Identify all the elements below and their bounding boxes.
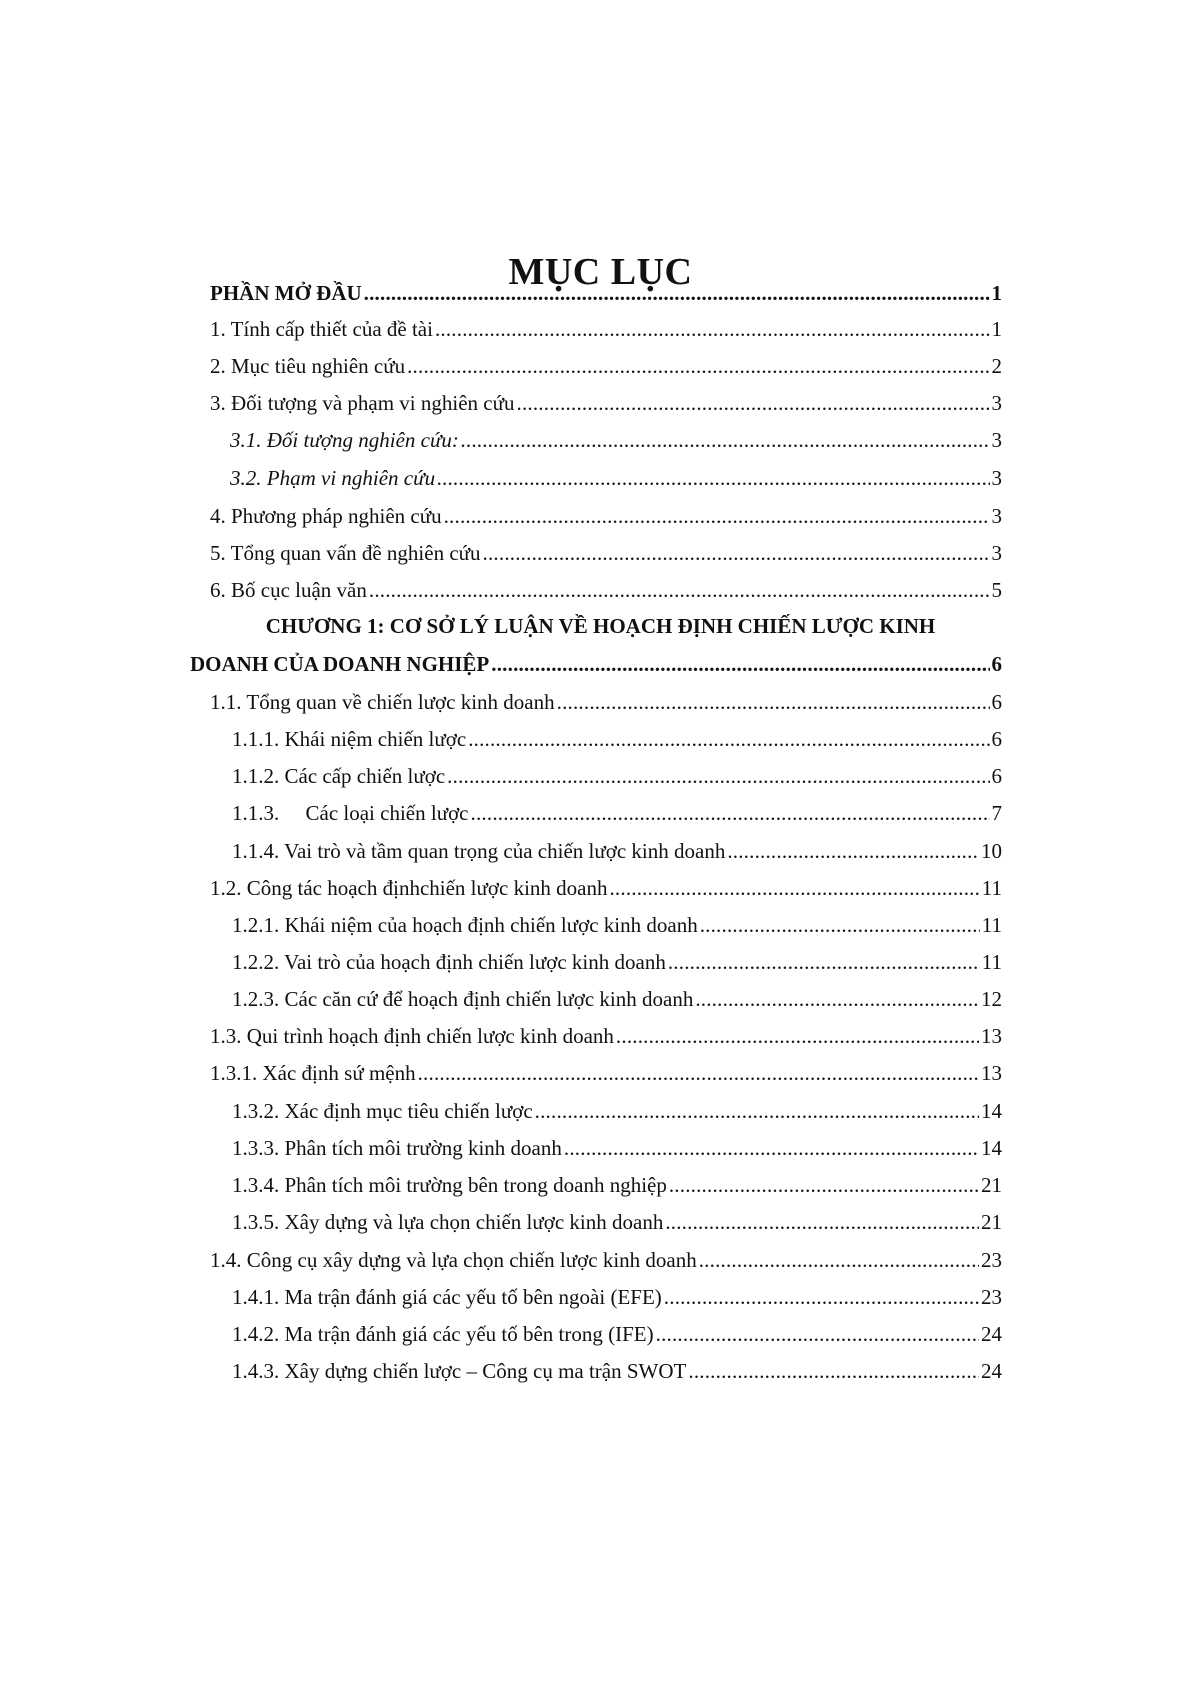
toc-leader-dots [435, 315, 990, 343]
toc-entry-page: 6 [991, 727, 1002, 751]
toc-leader-dots [656, 1320, 979, 1348]
toc-entry-label: DOANH CỦA DOANH NGHIỆP [190, 652, 490, 676]
toc-entry-label: 1.3.4. Phân tích môi trường bên trong doanh nghiệp [232, 1173, 667, 1197]
toc-entry-page: 24 [981, 1322, 1002, 1346]
toc-entry-label: 1.1. Tổng quan về chiến lược kinh doanh [210, 690, 555, 714]
toc-leader-dots [437, 464, 989, 492]
toc-leader-dots [616, 1022, 979, 1050]
toc-entry [210, 1246, 1002, 1274]
toc-leader-dots [727, 837, 979, 865]
toc-entry-label: 1.4. Công cụ xây dựng và lựa chọn chiến lược kinh doanh [210, 1248, 697, 1272]
toc-leader-dots [695, 985, 979, 1013]
toc-entry [210, 352, 1002, 380]
toc-entry [232, 1171, 1002, 1199]
toc-entry-page: 3 [991, 466, 1002, 490]
toc-entry [232, 762, 1002, 790]
toc-leader-dots [444, 502, 990, 530]
toc-entry [232, 1357, 1002, 1385]
toc-entry [232, 1097, 1002, 1125]
toc-leader-dots [517, 389, 990, 417]
toc-entry [232, 799, 1002, 827]
toc-entry [210, 389, 1002, 417]
toc-entry-page: 3 [991, 391, 1002, 415]
toc-entry-label: 1.3.2. Xác định mục tiêu chiến lược [232, 1099, 533, 1123]
toc-entry-page: 10 [981, 839, 1002, 863]
toc-leader-dots [407, 352, 989, 380]
toc-leader-dots [700, 911, 980, 939]
toc-leader-dots [471, 799, 990, 827]
toc-entry [230, 464, 1002, 492]
toc-entry-label: 1.3.3. Phân tích môi trường kinh doanh [232, 1136, 562, 1160]
toc-entry [230, 426, 1002, 454]
toc-entry [232, 1283, 1002, 1311]
toc-entry [210, 539, 1002, 567]
toc-entry-page: 21 [981, 1210, 1002, 1234]
toc-entry-label: PHẦN MỞ ĐẦU [210, 281, 362, 305]
toc-entry [210, 688, 1002, 716]
toc-entry-page: 21 [981, 1173, 1002, 1197]
toc-entry-page: 6 [991, 690, 1002, 714]
toc-entry-label: 5. Tổng quan vấn đề nghiên cứu [210, 541, 481, 565]
toc-entry-label: 1.1.4. Vai trò và tầm quan trọng của chiến lược kinh doanh [232, 839, 726, 863]
toc-leader-dots [564, 1134, 979, 1162]
toc-entry-page: 7 [991, 801, 1002, 825]
toc-entry-page: 2 [991, 354, 1002, 378]
toc-entry-label: 1.3.5. Xây dựng và lựa chọn chiến lược kinh doanh [232, 1210, 664, 1234]
toc-entry-page: 14 [981, 1099, 1002, 1123]
toc-entry-page: 11 [981, 913, 1002, 937]
toc-entry [232, 1208, 1002, 1236]
toc-entry-page: 11 [981, 876, 1002, 900]
toc-entry-label: 3.1. Đối tượng nghiên cứu: [230, 428, 459, 452]
toc-leader-dots [369, 576, 990, 604]
toc-entry-page: 1 [991, 281, 1002, 305]
toc-entry-page: 3 [991, 504, 1002, 528]
toc-entry [232, 948, 1002, 976]
toc-entry-page: 13 [981, 1061, 1002, 1085]
toc-entry-label: 3. Đối tượng và phạm vi nghiên cứu [210, 391, 515, 415]
toc-entry-page: 3 [991, 428, 1002, 452]
toc-entry [232, 725, 1002, 753]
toc-leader-dots [447, 762, 989, 790]
toc-entry-page: 23 [981, 1248, 1002, 1272]
toc-entry-label: 1.2.2. Vai trò của hoạch định chiến lược kinh doanh [232, 950, 666, 974]
toc-entry-page: 14 [981, 1136, 1002, 1160]
toc-leader-dots [665, 1208, 979, 1236]
toc-entry-page: 12 [981, 987, 1002, 1011]
toc-leader-dots [468, 725, 989, 753]
toc-entry-label: 1.2.1. Khái niệm của hoạch định chiến lược kinh doanh [232, 913, 698, 937]
toc-entry-label: 2. Mục tiêu nghiên cứu [210, 354, 406, 378]
toc-entry-page: 24 [981, 1359, 1002, 1383]
toc-entry [210, 315, 1002, 343]
toc-entry-chapter [190, 650, 1002, 678]
toc-entry [210, 1059, 1002, 1087]
toc-entry [210, 576, 1002, 604]
toc-entry-label: 1.3. Qui trình hoạch định chiến lược kinh doanh [210, 1024, 614, 1048]
toc-leader-dots [535, 1097, 979, 1125]
toc-leader-dots [418, 1059, 979, 1087]
toc-entry-label: 1.4.1. Ma trận đánh giá các yếu tố bên ngoài (EFE) [232, 1285, 662, 1309]
toc-entry-label: 6. Bố cục luận văn [210, 578, 367, 602]
page-title: MỤC LỤC [508, 251, 693, 293]
toc-entry [232, 1134, 1002, 1162]
toc-entry [232, 985, 1002, 1013]
toc-entry [210, 279, 1002, 307]
toc-entry-label: 1.2. Công tác hoạch địnhchiến lược kinh doanh [210, 876, 608, 900]
toc-entry-label: 1.3.1. Xác định sứ mệnh [210, 1061, 416, 1085]
toc-leader-dots [364, 279, 990, 307]
toc-entry-label: 1.2.3. Các căn cứ để hoạch định chiến lược kinh doanh [232, 987, 694, 1011]
toc-leader-dots [669, 1171, 979, 1199]
toc-entry [210, 502, 1002, 530]
toc-entry [232, 837, 1002, 865]
toc-entry [210, 1022, 1002, 1050]
toc-entry-label: 1.4.2. Ma trận đánh giá các yếu tố bên trong (IFE) [232, 1322, 654, 1346]
toc-leader-dots [557, 688, 990, 716]
toc-entry-label: 1.4.3. Xây dựng chiến lược – Công cụ ma trận SWOT [232, 1359, 687, 1383]
toc-entry-page: 13 [981, 1024, 1002, 1048]
toc-leader-dots [688, 1357, 979, 1385]
toc-entry-label: 1. Tính cấp thiết của đề tài [210, 317, 433, 341]
toc-entry-page: 6 [991, 652, 1002, 676]
toc-entry [232, 1320, 1002, 1348]
toc-entry-page: 5 [991, 578, 1002, 602]
toc-entry-page: 1 [991, 317, 1002, 341]
chapter-heading: CHƯƠNG 1: CƠ SỞ LÝ LUẬN VỀ HOẠCH ĐỊNH CHIẾN LƯỢC KINH [265, 614, 936, 638]
toc-entry-label: 3.2. Phạm vi nghiên cứu [230, 466, 436, 490]
toc-leader-dots [664, 1283, 979, 1311]
toc-entry-page: 23 [981, 1285, 1002, 1309]
toc-entry-page: 6 [991, 764, 1002, 788]
toc-leader-dots [483, 539, 990, 567]
toc-entry-label: 1.1.1. Khái niệm chiến lược [232, 727, 467, 751]
toc-leader-dots [491, 650, 989, 678]
toc-leader-dots [609, 874, 979, 902]
toc-leader-dots [699, 1246, 979, 1274]
toc-entry [232, 911, 1002, 939]
toc-entry-label: 1.1.2. Các cấp chiến lược [232, 764, 446, 788]
toc-entry-label: 4. Phương pháp nghiên cứu [210, 504, 442, 528]
toc-leader-dots [668, 948, 980, 976]
toc-leader-dots [461, 426, 990, 454]
toc-entry-page: 11 [981, 950, 1002, 974]
toc-entry [210, 874, 1002, 902]
toc-entry-label: 1.1.3. Các loại chiến lược [232, 801, 469, 825]
toc-entry-page: 3 [991, 541, 1002, 565]
